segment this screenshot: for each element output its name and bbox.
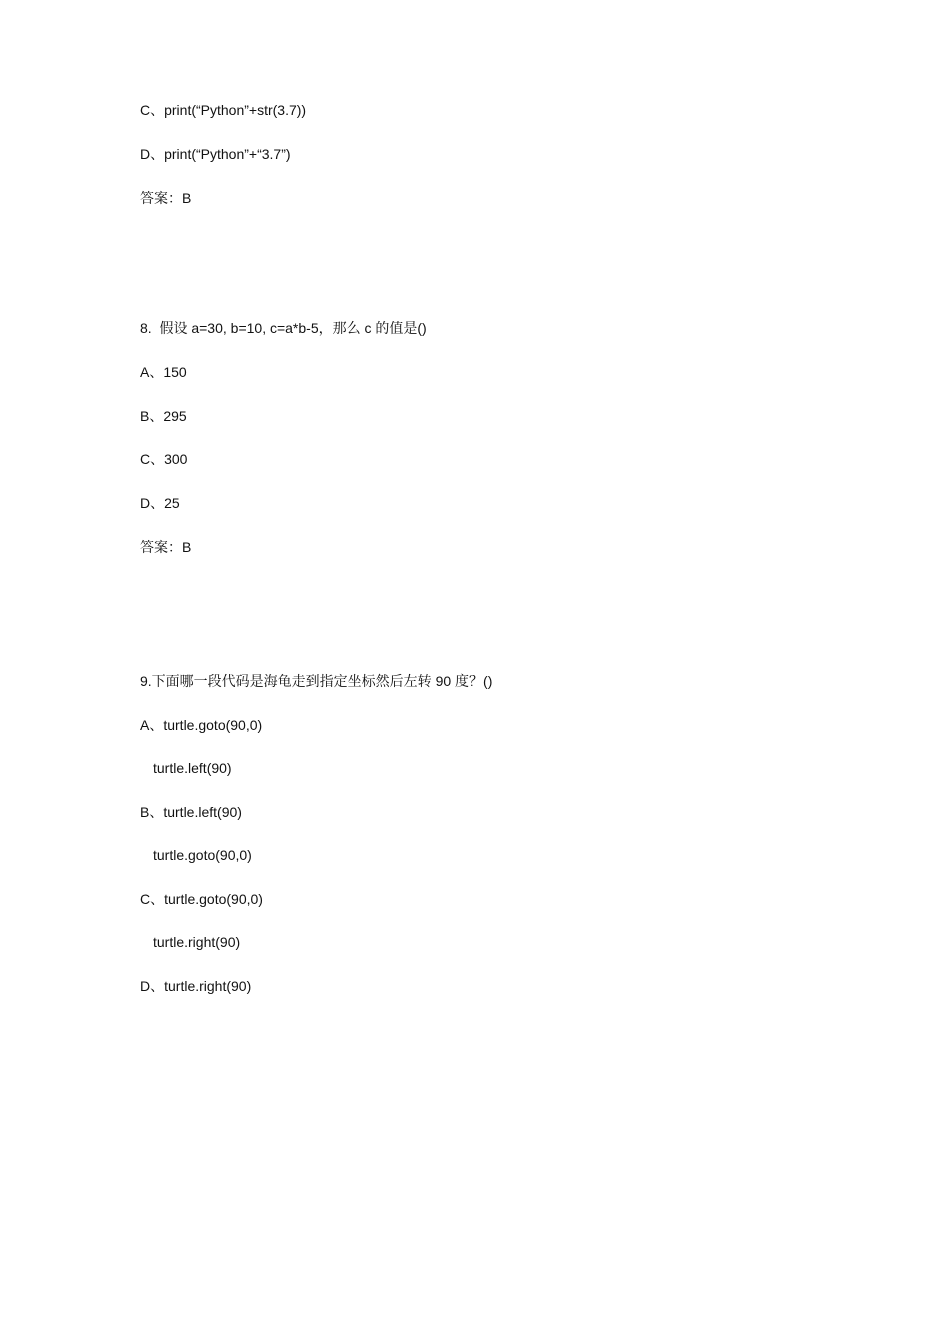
q8-option-a: A、150 xyxy=(140,364,187,380)
q9-option-b-line2: turtle.goto(90,0) xyxy=(153,847,252,863)
q8-option-d: D、25 xyxy=(140,495,180,511)
q7-answer: 答案：B xyxy=(140,190,192,206)
q9-option-c-line2: turtle.right(90) xyxy=(153,934,241,950)
q8-option-b: B、295 xyxy=(140,408,187,424)
q8-answer: 答案：B xyxy=(140,539,192,555)
q9-option-b-line1: B、turtle.left(90) xyxy=(140,804,242,820)
q9-option-a-line2: turtle.left(90) xyxy=(153,760,232,776)
q7-option-c: C、print(“Python”+str(3.7)) xyxy=(140,102,307,118)
q8-option-c: C、300 xyxy=(140,451,188,467)
q7-option-d: D、print(“Python”+“3.7”) xyxy=(140,146,291,162)
q9-question: 9.下面哪一段代码是海龟走到指定坐标然后左转 90 度？() xyxy=(140,673,493,689)
q9-option-c-line1: C、turtle.goto(90,0) xyxy=(140,891,263,907)
q9-option-a-line1: A、turtle.goto(90,0) xyxy=(140,717,263,733)
q9-option-d-line1: D、turtle.right(90) xyxy=(140,978,252,994)
q8-question: 8. 假设 a=30, b=10, c=a*b-5，那么 c 的值是() xyxy=(140,320,427,336)
